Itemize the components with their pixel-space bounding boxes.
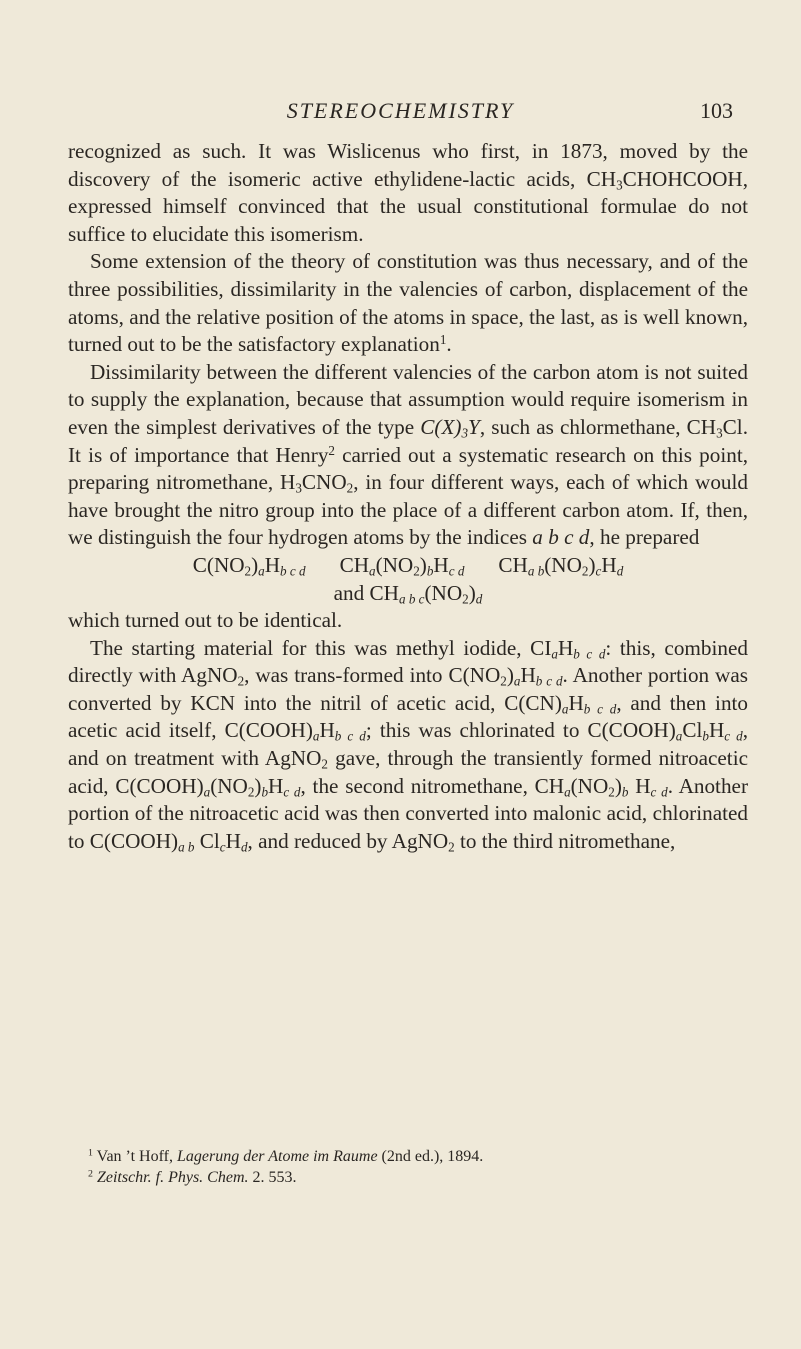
paragraph-2-text: Some extension of the theory of constitution was thus necessary, and of the three possibilities, dissimilarity in the valencies of carbon, displacement of the atoms, and the relative position of the atoms in space, the last, as is well known, turned out to be the satisfactory explanation xyxy=(68,249,748,357)
formula-line-1 xyxy=(68,552,748,580)
paragraph-3-text-a: Dissimilarity between the different valencies of the carbon atom is not suited to supply the explanation, because that assumption would require isomerism in even the simplest derivatives of the type xyxy=(68,359,748,439)
body-text xyxy=(68,138,748,855)
paragraph-4: The starting material for this was methyl iodide, $CI_aH_{b c d}$: this, combined directly with AgNO$_2$, was trans-formed into $C(NO_2)_aH_{b c d}$. Another portion was converted by KCN into the nitril of acetic acid, $C(CN)_aH_{b c d}$, and then into acetic acid itself, $C(COOH)_aH_{b c d}$; this was chlorinated to $C(COOH)_aCl_bH_{c d}$, and on treatment with AgNO$_2$ gave, through the transiently formed nitroacetic acid, $C(COOH)_a(NO_2)_bH_{c d}$, the second nitromethane, $CH_a(NO_2)_b$ $H_{c d}$. Another portion of the nitroacetic acid was then converted into malonic acid, chlorinated to $C(COOH)_{a b}$ $Cl_cH_d$, and reduced by AgNO$_2$ to the third nitromethane, xyxy=(68,635,749,855)
footnote-ref-1: 1 xyxy=(439,331,447,347)
paragraph-1-text-a: recognized as such. It was Wislicenus who first, in 1873, moved by the discovery of the isomeric active ethylidene-lactic acids, xyxy=(68,139,748,191)
footnote-1-mark: 1 xyxy=(88,1147,93,1159)
formula-3: $CH_{a b}(NO_2)_cH_d$ xyxy=(498,552,624,579)
footnote-2-mark: 2 xyxy=(88,1168,93,1180)
nitromethane-formula: $H_3CNO_2$ xyxy=(280,470,354,496)
footnote-2-ref: 2. 553. xyxy=(248,1169,297,1186)
footnote-ref-2: 2 xyxy=(328,442,335,458)
paragraph-3-text-d: carried out a systematic research on this point, preparing nitromethane, xyxy=(68,442,748,495)
paragraph-3-conclusion: which turned out to be identical. xyxy=(68,608,343,633)
footnote-1-edition: (2nd ed.), 1894. xyxy=(377,1148,484,1165)
formula-2: $CH_a(NO_2)_bH_{c d}$ xyxy=(339,552,465,579)
footnote-1-title: Lagerung der Atome im Raume xyxy=(176,1148,378,1165)
paragraph-3 xyxy=(68,359,748,552)
paragraph-1-text-b: , expressed himself convinced that the usual constitutional formulae do not suffice to elucidate this isomerism. xyxy=(68,166,748,246)
hydrogen-indices: a b c d xyxy=(532,525,590,550)
formula-4: $CH_{a b c}(NO_2)_d$ xyxy=(369,580,483,607)
paragraph-2-end: . xyxy=(446,332,452,357)
formula-1: $C(NO_2)_aH_{b c d}$ xyxy=(192,552,306,579)
paragraph-3-text-c: . It is of importance that Henry xyxy=(68,414,748,467)
formula-line-2 xyxy=(68,580,748,608)
type-formula: $C(X)_3Y$ xyxy=(420,414,480,441)
footnote-1 xyxy=(68,1146,748,1167)
paragraph-3-text-b: , such as chlormethane, xyxy=(479,414,687,439)
running-title: STEREOCHEMISTRY xyxy=(286,98,515,123)
footnote-2-title: Zeitschr. f. Phys. Chem. xyxy=(96,1169,249,1186)
paragraph-1 xyxy=(68,138,748,248)
chlormethane-formula: $CH_3Cl$ xyxy=(686,414,743,441)
page-number: 103 xyxy=(700,98,733,123)
formula-and: and xyxy=(333,580,365,605)
footnotes xyxy=(68,1146,748,1188)
paragraph-3-text-e: , in four different ways, each of which would have brought the nitro group into the place of a different carbon atom. If, then, we distinguish the four hydrogen atoms by the indices xyxy=(68,470,748,550)
footnote-1-author: Van ’t Hoff, xyxy=(96,1148,177,1165)
footnote-2 xyxy=(68,1167,748,1188)
paragraph-2 xyxy=(68,248,748,358)
paragraph-3-text-f: , he prepared xyxy=(589,525,700,550)
lactic-acid-formula: $CH_3CHOHCOOH$ xyxy=(586,166,743,193)
